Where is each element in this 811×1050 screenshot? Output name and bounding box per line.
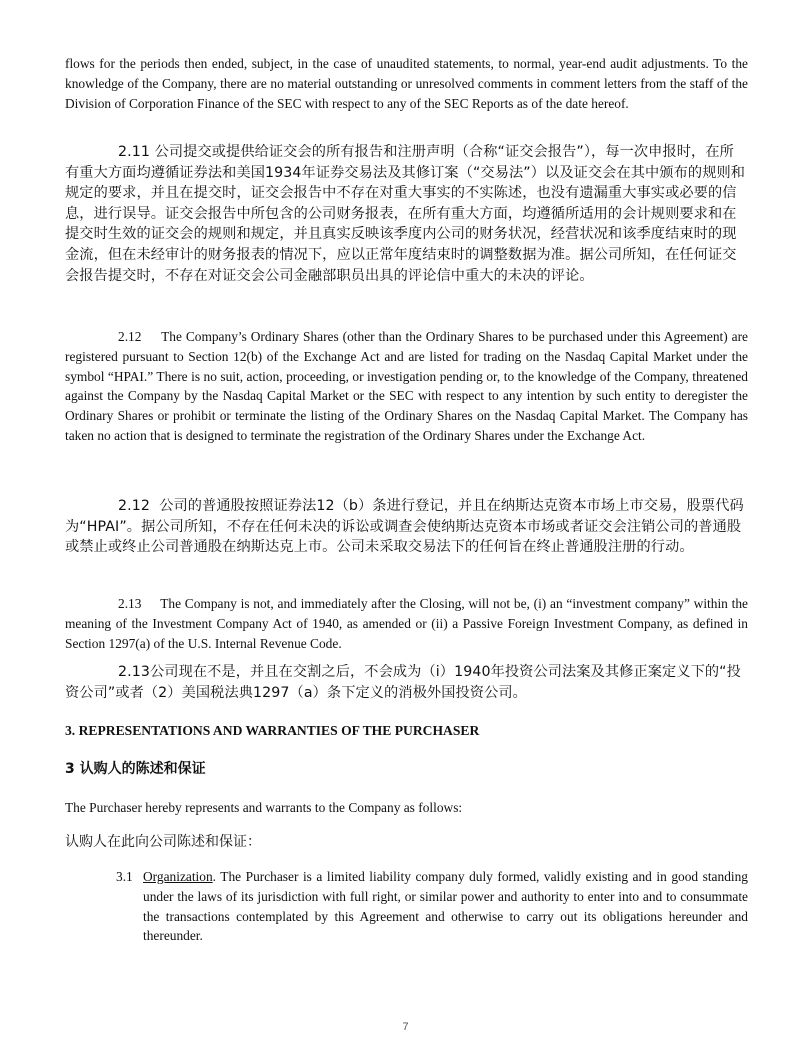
paragraph-2-12-english: 2.12 The Company’s Ordinary Shares (other than the Ordinary Shares to be purchased under this Agreement) are registered pursuant to Section 12(b) of the Exchange Act and are listed for trading on the Nasdaq Capital Market under the symbol “HPAI.” There is no suit, action, proceeding, or investigation pending or, to the knowledge of the Company, threatened against the Company by the Nasdaq Capital Market or the SEC with respect to any intention by such entity to deregister the Ordinary Shares or prohibit or terminate the listing of the Ordinary Shares on the Nasdaq Capital Market. The Company has taken no action that is designed to terminate the registration of the Ordinary Shares under the Exchange Act. bbox=[65, 329, 748, 443]
paragraph-2-13-english: 2.13 The Company is not, and immediately after the Closing, will not be, (i) an “investment company” within the meaning of the Investment Company Act of 1940, as amended or (ii) a Passive Foreign Investment Company, as defined in Section 1297(a) of the U.S. Internal Revenue Code. bbox=[65, 596, 748, 651]
item-3-1-body bbox=[143, 867, 748, 946]
section-3-heading-chinese: 3 认购人的陈述和保证 bbox=[65, 761, 206, 777]
paragraph-2-11-chinese: 2.11 公司提交或提供给证交会的所有报告和注册声明（合称“证交会报告”），每一次申报时，在所有重大方面均遵循证券法和美国1934年证券交易法及其修订案（“交易法”）以及证交会在其中颁布的规则和规定的要求，并且在提交时，证交会报告中不存在对重大事实的不实陈述，也没有遗漏重大事实或必要的信息，进行误导。证交会报告中所包含的公司财务报表，在所有重大方面，均遵循所适用的会计规则要求和在提交时生效的证交会的规则和规定，并且真实反映该季度内公司的财务状况，经营状况和该季度结束时的现金流，但在未经审计的财务报表的情况下，应以正常年度结束时的调整数据为准。据公司所知，在任何证交会报告提交时，不存在对证交会公司金融部职员出具的评论信中重大的未决的评论。 bbox=[65, 144, 746, 284]
paragraph-2-12-chinese: 2.12 公司的普通股按照证券法12（b）条进行登记，并且在纳斯达克资本市场上市交易，股票代码为“HPAI”。据公司所知，不存在任何未决的诉讼或调查会使纳斯达克资本市场或者证交会注销公司的普通股或禁止或终止公司普通股在纳斯达克上市。公司未采取交易法下的任何旨在终止普通股注册的行动。 bbox=[65, 498, 744, 556]
section-3-heading: 3. REPRESENTATIONS AND WARRANTIES OF THE PURCHASER bbox=[65, 723, 480, 738]
paragraph-continuation: flows for the periods then ended, subject, in the case of unaudited statements, to normal, year-end audit adjustments. To the knowledge of the Company, there are no material outstanding or unresolved comments in comment letters from the staff of the Division of Corporation Finance of the SEC with respect to any of the SEC Reports as of the date hereof. bbox=[65, 56, 748, 111]
item-3-1 bbox=[116, 867, 748, 946]
item-3-1-title: Organization bbox=[143, 869, 213, 884]
purchaser-intro-chinese: 认购人在此向公司陈述和保证： bbox=[65, 834, 261, 850]
page-number: 7 bbox=[402, 1021, 409, 1033]
item-3-1-number: 3.1 bbox=[116, 869, 133, 884]
item-3-1-text: . The Purchaser is a limited liability company duly formed, validly existing and in good standing under the laws of its jurisdiction with full right, or similar power and authority to enter into and to consummate the transactions contemplated by this Agreement and otherwise to carry out its obligations hereunder and thereunder. bbox=[143, 869, 748, 944]
paragraph-2-13-chinese: 2.13公司现在不是，并且在交割之后，不会成为（i）1940年投资公司法案及其修正案定义下的“投资公司”或者（2）美国税法典1297（a）条下定义的消极外国投资公司。 bbox=[65, 664, 741, 701]
purchaser-intro-english: The Purchaser hereby represents and warrants to the Company as follows: bbox=[65, 800, 463, 815]
